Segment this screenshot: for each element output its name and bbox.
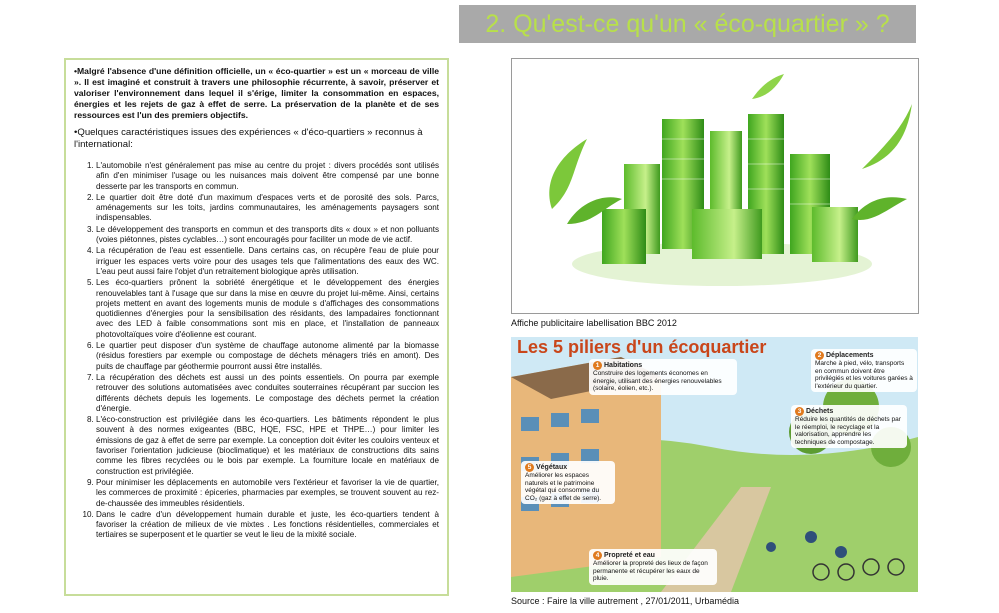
pillar-number: 2 (815, 351, 824, 360)
pillar-number: 5 (525, 463, 534, 472)
pillar-text: Marche à pied, vélo, transports en commun doivent être privilégiés et les voitures garées à l'extérieur du quartier. (815, 360, 913, 390)
pillar-name: Habitations (604, 362, 643, 369)
page-title: 2. Qu'est-ce qu'un « éco-quartier » ? (485, 9, 890, 38)
pillar-number: 1 (593, 361, 602, 370)
pillar-habitations (589, 359, 737, 395)
list-item: 9. Pour minimiser les déplacements en automobile vers l'extérieur et favoriser la vie de quartier, les commerces de proximité : épiceries, pharmacies par exemples, se trouvent souvent au rez-de-chaussée des immeubles résidentiels. (96, 478, 439, 509)
text-panel (64, 58, 449, 596)
lead-paragraph: •Quelques caractéristiques issues des expériences « d'éco-quartiers » reconnus à l'international: (74, 127, 423, 150)
page-title-banner (459, 5, 916, 43)
pillar-vegetaux (521, 461, 615, 504)
pillar-text: Améliorer les espaces naturels et le patrimoine végétal qui consomme du CO₂ (gaz à effet de serre). (525, 472, 602, 502)
pillar-text: Construire des logements économes en énergie, utilisant des énergies renouvelables (solaire, éolien, etc.). (593, 370, 722, 392)
list-item: 6. Le quartier peut disposer d'un système de chauffage autonome alimenté par la biomasse (résidus forestiers par exemple ou compostage de déchets ménagers triés en amont). Des puits de chauffage par géothermie pourront aussi être installés. (96, 341, 439, 372)
list-item: 4. La récupération de l'eau est essentielle. Dans certains cas, on récupère l'eau de pluie pour irriguer les espaces verts voire pour des usages tels que l'alimentations des eaux des WC. L'eau peut aussi faire l'objet d'un retraitement biologique après utilisation. (96, 246, 439, 277)
infographic-caption: Source : Faire la ville autrement , 27/01/2011, Urbamédia (511, 596, 739, 606)
green-city-illustration (512, 59, 918, 313)
list-item: 3. Le développement des transports en commun et des transports dits « doux » et non polluants (voies piétonnes, pistes cyclables…) sont encouragés pour faciliter un mode de vie actif. (96, 225, 439, 246)
pillar-name: Déplacements (826, 352, 874, 359)
infographic-title: Les 5 piliers d'un écoquartier (517, 337, 767, 357)
pillar-number: 3 (795, 407, 804, 416)
pillar-text: Réduire les quantités de déchets par le réemploi, le recyclage et la valorisation, apprendre les techniques de compostage. (795, 416, 901, 446)
pillar-name: Déchets (806, 408, 834, 415)
pillar-text: Améliorer la propreté des lieux de façon permanente et récupérer les eaux de pluie. (593, 560, 708, 582)
pillar-proprete-eau (589, 549, 717, 585)
bbc-poster-image (511, 58, 919, 314)
pillar-deplacements (811, 349, 917, 392)
list-item: 2. Le quartier doit être doté d'un maximum d'espaces verts et de porosité des sols. Parcs, aménagements sur les toits, jardins communautaires, les aménagements paysagers sont indispensables. (96, 193, 439, 224)
characteristics-list (74, 161, 439, 541)
pillar-name: Végétaux (536, 464, 568, 471)
pillar-name: Propreté et eau (604, 552, 655, 559)
list-item: 7. La récupération des déchets est aussi un des points essentiels. On pourra par exemple retrouver des solutions automatisées avec conduites souterraines récupérant par succion les différents déchets depuis les logements. Le compostage des déchets permet la création d'énergie. (96, 373, 439, 414)
five-pillars-infographic (511, 337, 918, 592)
pillar-number: 4 (593, 551, 602, 560)
list-item: 10. Dans le cadre d'un développement humain durable et juste, les éco-quartiers tendent à favoriser la création de milieux de vie mixtes . Les fonctions résidentielles, commerciales et tertiaires se superposent et le quartier se veut le lieu de la mixité sociale. (96, 510, 439, 541)
intro-paragraph: •Malgré l'absence d'une définition officielle, un « éco-quartier » est un « morceau de ville ». Il est imaginé et construit à travers une philosophie récurrente, à savoir, préserver et valoriser l'environnement dans lequel il s'érige, limiter la consommation en espaces, énergies et les rejets de gaz à effet de serre. La préservation de la planète et de ses ressources est l'un des premiers objectifs. (74, 66, 439, 120)
pillar-dechets (791, 405, 907, 448)
poster-caption: Affiche publicitaire labellisation BBC 2012 (511, 318, 677, 328)
list-item: 5. Les éco-quartiers prônent la sobriété énergétique et le développement des énergies renouvelables tant à l'usage que sur dans la mise en œuvre du projet lui-même. Ainsi, certains projets mettent en avant des logements munis de module s d'affichages des consommations quotidiennes d'énergies pour la sensibilisation des résidants, des lampadaires fonctionnant avec des LED à faible consommations sont mis en place, et l'installation de panneaux photovoltaïques voire d'éolienne est courant. (96, 278, 439, 340)
list-item: 1. L'automobile n'est généralement pas mise au centre du projet : divers procédés sont utilisés afin d'en minimiser l'usage ou les nuisances mais doivent être compensé par une bonne desserte par les transports en commun. (96, 161, 439, 192)
list-item: 8. L'éco-construction est privilégiée dans les éco-quartiers. Les bâtiments répondent le plus souvent à des normes exigeantes (BBC, HQE, FSC, HPE et THPE…) pour limiter les émissions de gaz à effet de serre par exemple. La conception doit éviter les couloirs venteux et favoriser l'orientation judicieuse (bioclimatique) et les matériaux de constructions dits sains comme les fibres recyclées ou le bois par exemple. La fourniture locale en matériaux de construction est privilégiée. (96, 415, 439, 477)
